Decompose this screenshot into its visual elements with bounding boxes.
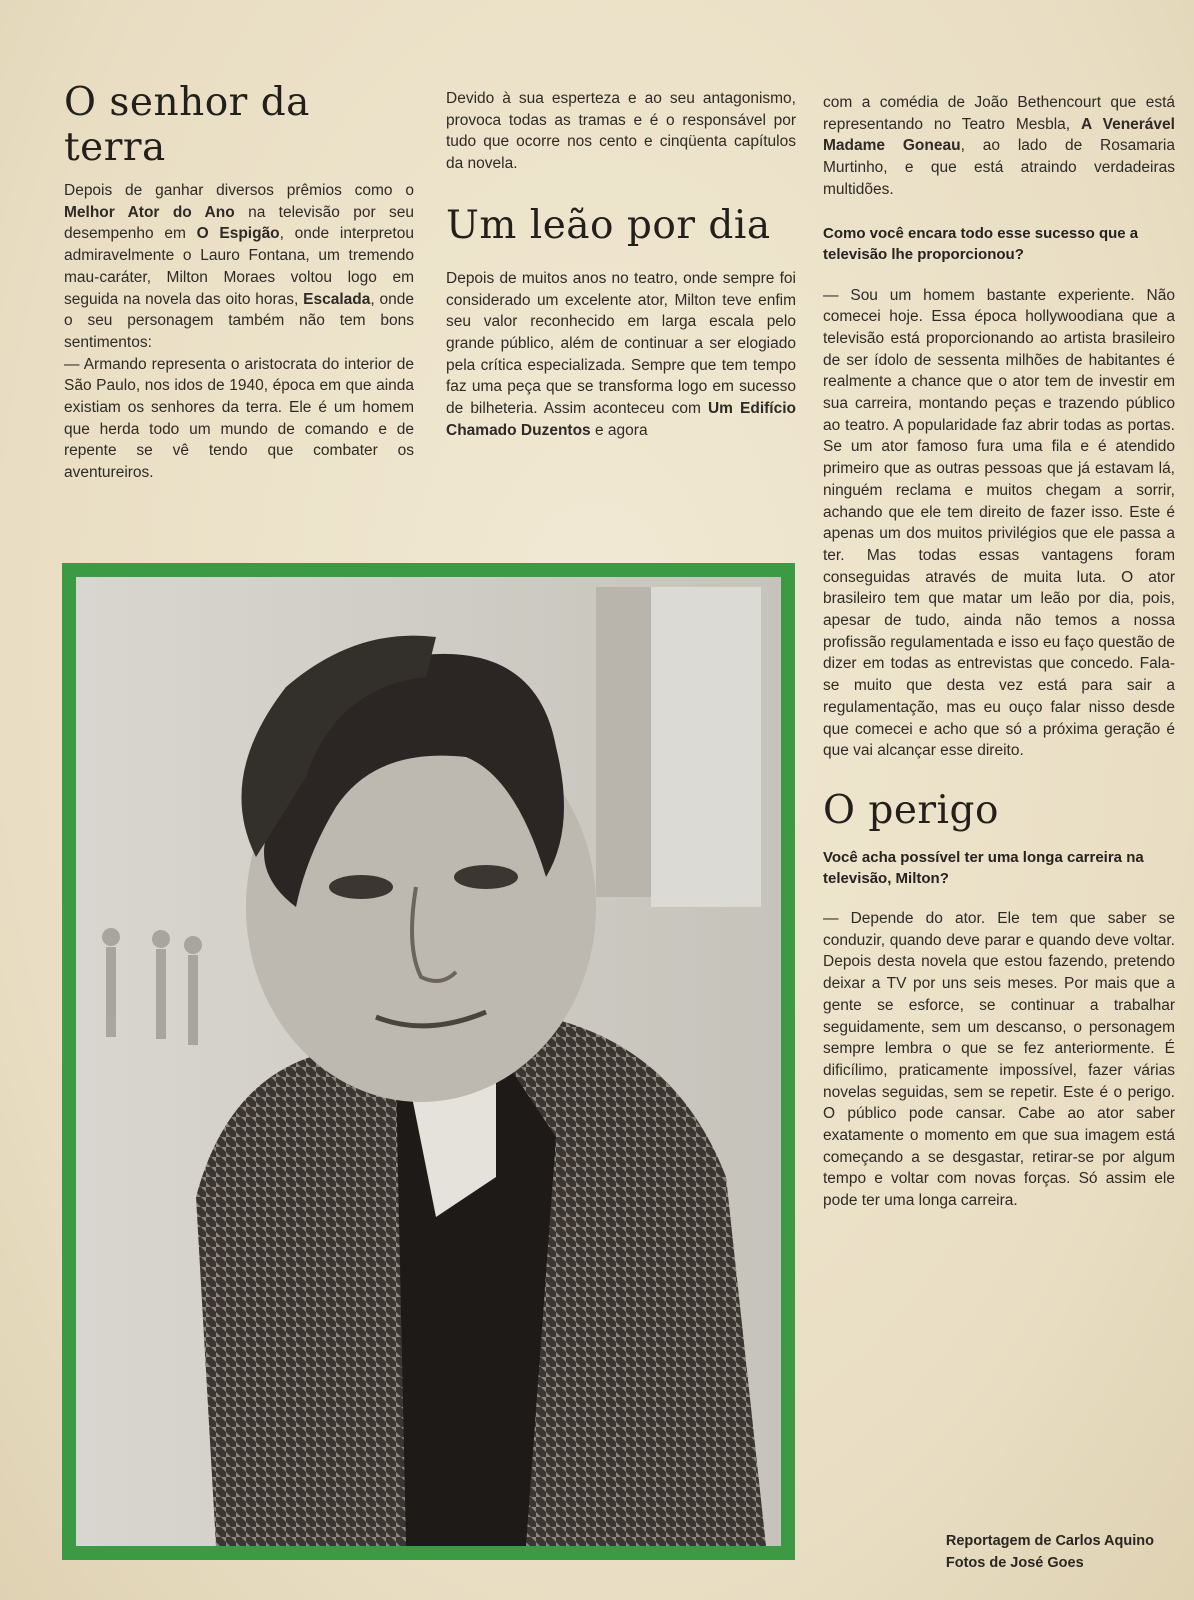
bold-run: Escalada (303, 290, 371, 308)
credit-reportagem: Reportagem de Carlos Aquino (945, 1533, 1154, 1549)
text-run: Depois de ganhar diversos prêmios como o (64, 182, 414, 199)
text-run: na televisão por seu desempenho em (64, 203, 414, 243)
paragraph-intro (64, 180, 414, 354)
answer-carreira: — Depende do ator. Ele tem que saber se conduzir, quando deve parar e quando deve voltar. Depois desta novela que estou fazendo, pretendo deixar a TV por uns seis meses. Por mais que a gente se esforce, se continuar a trabalhar seguidamente, sem um descanso, o personagem sempre lembra o que se fez anteriormente. É dificílimo, praticamente impossível, fazer várias novelas seguidas, sem se repetir. Este é o perigo. O público pode cansar. Cabe ao ator saber exatamente o momento em que sua imagem está começando a se desgastar, retirar-se por algum tempo e voltar com novas forças. Só assim ele pode ter uma longa carreira. (823, 909, 1175, 1210)
headline-o-perigo: O perigo (823, 787, 999, 833)
paragraph-comedia (823, 92, 1175, 201)
column-2 (446, 88, 796, 441)
credit-fotos: Fotos de José Goes (945, 1555, 1084, 1571)
text-run: Depois de muitos anos no teatro, onde sempre foi considerado um excelente ator, Milton teve enfim seu valor reconhecido em larga escala pelo grande público, além de continuar a ser elogiado pela crítica especializada. Sempre que tem tempo faz uma peça que se transforma logo em sucesso de bilheteria. Assim aconteceu com (446, 269, 796, 418)
question-carreira: Você acha possível ter uma longa carreira na televisão, Milton? (823, 848, 1144, 888)
text-run: , ao lado de Rosamaria Murtinho, e que está atraindo verdadeiras multidões. (823, 137, 1176, 198)
photo-frame (62, 563, 795, 1560)
credits (946, 1530, 1154, 1574)
text-run: , onde o seu personagem também não tem bons sentimentos: (64, 290, 414, 351)
text-run: com a comédia de João Bethencourt que está representando no Teatro Mesbla, (823, 94, 1175, 133)
paragraph-armando: — Armando representa o aristocrata do interior de São Paulo, nos idos de 1940, época em que ainda existiam os senhores da terra. Ele é um homem que herda todo um mundo de comando e de repente se vê tendo que combater os aventureiros. (64, 355, 414, 482)
bold-run: Melhor Ator do Ano (64, 203, 235, 221)
headline-um-leao-por-dia: Um leão por dia (446, 202, 771, 248)
bold-run: Um Edifício Chamado Duzentos (446, 400, 796, 439)
bold-run: O Espigão (196, 225, 280, 243)
column-1 (64, 80, 414, 484)
portrait-photo (76, 577, 781, 1546)
headline-senhor-da-terra: O senhor da terra (64, 80, 310, 170)
paragraph-esperteza: Devido à sua esperteza e ao seu antagonismo, provoca todas as tramas e é o responsável por tudo que ocorre nos cento e cinqüenta capítulos da novela. (446, 90, 796, 173)
portrait-illustration (76, 577, 781, 1546)
column-3 (823, 92, 1175, 1212)
bold-run: A Venerável Madame Goneau (823, 115, 1175, 155)
text-run: e agora (590, 421, 648, 439)
answer-sucesso: — Sou um homem bastante experiente. Não comecei hoje. Essa época hollywoodiana que a televisão está proporcionando ao artista brasileiro de ser ídolo de sessenta milhões de habitantes é realmente a chance que o ator tem de investir em sua carreira, montando peças e trazendo público ao teatro. A popularidade faz abrir todas as portas. Se um ator famoso fura uma fila e é atendido primeiro que as outras pessoas que já estavam lá, ninguém reclama e muitos chegam a sorrir, achando que ele tem direito de fazer isso. Este é apenas um dos muitos privilégios que ele passa a ter. Mas todas essas vantagens foram conseguidas através de muita luta. O ator brasileiro tem que matar um leão por dia, pois, apesar de tudo, ainda não temos a nossa profissão regulamentada e isso eu faço questão de dizer em todas as entrevistas que concedo. Fala-se muito que desta vez está para sair a regulamentação, mas eu ouço falar nisso desde que comecei e acho que só a próxima geração é que vai alcançar esse direito. (823, 286, 1175, 760)
text-run: , onde interpretou admiravelmente o Lauro Fontana, um tremendo mau-caráter, Milton Moraes voltou logo em seguida na novela das oito horas, (64, 225, 414, 308)
question-sucesso: Como você encara todo esse sucesso que a televisão lhe proporcionou? (823, 224, 1139, 264)
paragraph-teatro (446, 268, 796, 442)
